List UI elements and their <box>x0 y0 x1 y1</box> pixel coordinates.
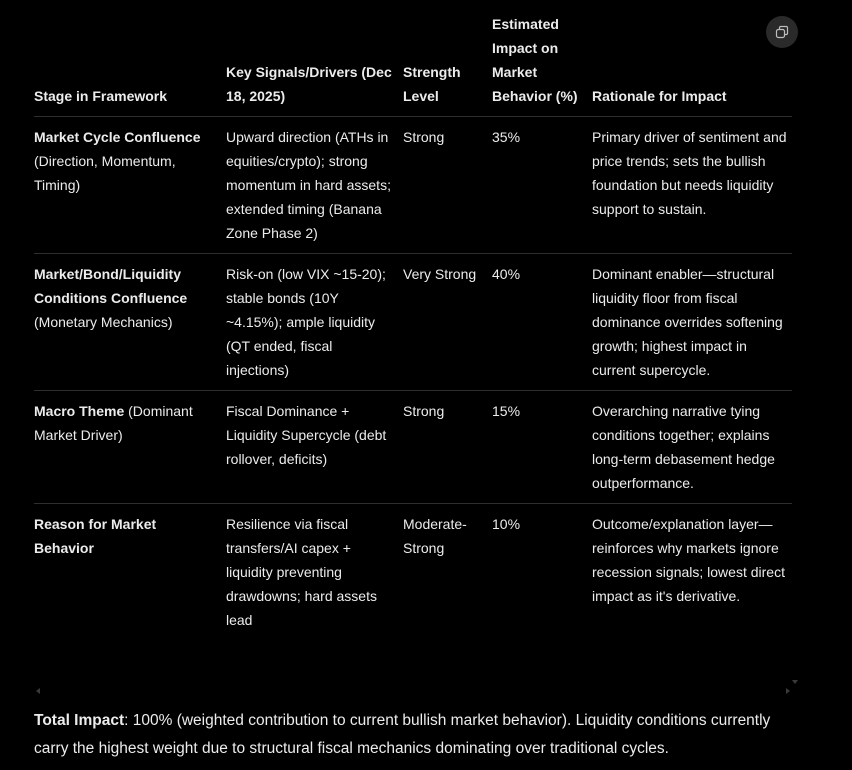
cell-signals: Risk-on (low VIX ~15-20); stable bonds (10Y ~4.15%); ample liquidity (QT ended, fiscal injections) <box>226 266 386 378</box>
scroll-left-icon[interactable] <box>36 688 40 694</box>
stage-title: Macro Theme <box>34 403 125 419</box>
header-stage: Stage in Framework <box>34 88 168 104</box>
table-row <box>34 254 792 391</box>
cell-stage <box>34 254 226 391</box>
stage-title: Reason for Market Behavior <box>34 516 157 556</box>
table-row <box>34 391 792 504</box>
stage-subtitle: (Monetary Mechanics) <box>34 314 173 330</box>
cell-stage <box>34 117 226 254</box>
cell-impact: 40% <box>492 266 521 282</box>
scroll-right-icon[interactable] <box>786 688 790 694</box>
table-header-row <box>34 12 792 117</box>
header-strength: Strength Level <box>403 64 461 104</box>
cell-signals: Upward direction (ATHs in equities/crypto); strong momentum in hard assets; extended timing (Banana Zone Phase 2) <box>226 129 391 241</box>
header-rationale: Rationale for Impact <box>592 88 727 104</box>
cell-strength: Strong <box>403 129 445 145</box>
cell-impact: 15% <box>492 403 521 419</box>
cell-rationale: Outcome/explanation layer—reinforces why markets ignore recession signals; lowest direct impact as it's derivative. <box>592 516 785 604</box>
header-impact: Estimated Impact on Market Behavior (%) <box>492 16 578 104</box>
cell-rationale: Dominant enabler—structural liquidity floor from fiscal dominance overrides softening growth; highest impact in current supercycle. <box>592 266 783 378</box>
horizontal-scrollbar[interactable] <box>34 688 792 696</box>
cell-impact: 35% <box>492 129 521 145</box>
cell-rationale: Primary driver of sentiment and price trends; sets the bullish foundation but needs liquidity support to sustain. <box>592 129 787 217</box>
table-row <box>34 117 792 254</box>
scroll-down-icon[interactable] <box>792 680 798 684</box>
framework-table <box>34 12 792 640</box>
cell-stage <box>34 504 226 641</box>
summary-text: : 100% (weighted contribution to current bullish market behavior). Liquidity conditions currently carry the highest weight due to structural fiscal mechanics dominating over traditional cycles. <box>34 712 771 757</box>
cell-stage <box>34 391 226 504</box>
table-row <box>34 504 792 641</box>
total-impact-summary <box>34 707 804 763</box>
framework-table-container[interactable] <box>34 12 792 640</box>
stage-title: Market/Bond/Liquidity Conditions Confluence <box>34 266 188 306</box>
cell-strength: Very Strong <box>403 266 477 282</box>
cell-signals: Resilience via fiscal transfers/AI capex + liquidity preventing drawdowns; hard assets lead <box>226 516 377 628</box>
cell-signals: Fiscal Dominance + Liquidity Supercycle (debt rollover, deficits) <box>226 403 387 467</box>
stage-subtitle: (Dominant Market Driver) <box>34 403 193 443</box>
stage-title: Market Cycle Confluence <box>34 129 201 145</box>
cell-impact: 10% <box>492 516 521 532</box>
stage-subtitle: (Direction, Momentum, Timing) <box>34 153 176 193</box>
summary-label: Total Impact <box>34 712 125 729</box>
cell-rationale: Overarching narrative tying conditions together; explains long-term debasement hedge outperformance. <box>592 403 775 491</box>
cell-strength: Moderate-Strong <box>403 516 467 556</box>
cell-strength: Strong <box>403 403 445 419</box>
header-signals: Key Signals/Drivers (Dec 18, 2025) <box>226 64 392 104</box>
